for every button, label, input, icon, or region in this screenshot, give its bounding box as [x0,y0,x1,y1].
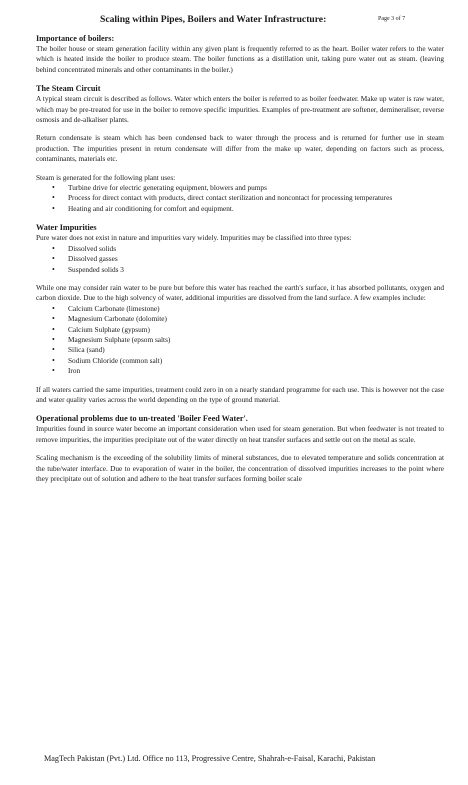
section-importance-of-boilers [36,34,444,75]
paragraph: A typical steam circuit is described as follows. Water which enters the boiler is referred to as boiler feedwater. Make up water is raw water, which may be pre-treated for use in the boiler to remove specific impurities. Examples of pre-treatment are softener, demineraliser, reverse osmosis and de-alkaliser plants. [36,94,444,125]
paragraph: Scaling mechanism is the exceeding of the solubility limits of mineral substances, due to elevated temperature and solids concentration at the tube/water interface. Due to evaporation of water in the boiler, the concentration of dissolved impurities increases to the point where they precipitate out of solution and adhere to the heat transfer surfaces forming boiler scale [36,453,444,483]
section-heading: Operational problems due to un-treated 'Boiler Feed Water'. [36,414,248,424]
page-title: Scaling within Pipes, Boilers and Water Infrastructure: [100,14,327,25]
impurity-types-list [36,244,444,275]
section-heading: Importance of boilers: [36,34,115,43]
paragraph: Return condensate is steam which has been condensed back to water through the process and is returned for further use in steam production. The impurities present in return condensate will differ from the make up water, depending on factors such as process, contaminants, materials etc. [36,133,444,164]
list-item: • Silica (sand) [52,345,444,355]
paragraph: Impurities found in source water become an important consideration when used for steam generation. But when feedwater is not treated to remove impurities, the impurities precipitate out of the water directly on heat transfer surfaces and settle out on the metal as scale. [36,424,444,444]
list-item: • Dissolved solids [52,244,444,254]
list-item: • Turbine drive for electric generating equipment, blowers and pumps [52,183,444,193]
list-item: • Sodium Chloride (common salt) [52,356,444,366]
page-number: Page 3 of 7 [378,16,406,22]
section-steam-circuit [36,84,444,214]
list-item: • Process for direct contact with products, direct contact sterilization and noncontact for processing temperatures [52,193,444,203]
section-water-impurities [36,223,444,405]
page-footer: MagTech Pakistan (Pvt.) Ltd. Office no 113, Progressive Centre, Shahrah-e-Faisal, Karachi, Pakistan [44,754,376,763]
list-item: • Calcium Carbonate (limestone) [52,304,444,314]
section-heading: The Steam Circuit [36,84,101,94]
paragraph: If all waters carried the same impurities, treatment could zero in on a nearly standard programme for each use. This is however not the case and water quality varies across the world depending on the type of ground material. [36,384,444,404]
list-item: • Iron [52,366,444,376]
list-item: • Magnesium Carbonate (dolomite) [52,314,444,324]
paragraph: Pure water does not exist in nature and impurities vary widely. Impurities may be classified into three types: [36,233,352,243]
list-item: • Heating and air conditioning for comfort and equipment. [52,204,444,214]
paragraph: The boiler house or steam generation facility within any given plant is frequently referred to as the heart. Boiler water refers to the water which is heated inside the boiler to produce steam. The boiler functions as a distillation unit, taking pure water out as steam. (leaving behind concentrated minerals and other contaminants in the boiler.) [36,44,444,74]
paragraph: While one may consider rain water to be pure but before this water has reached the earth's surface, it has absorbed pollutants, oxygen and carbon dioxide. Due to the high solvency of water, additional impurities are dissolved from the land surface. A few examples include: [36,282,444,303]
list-item: • Magnesium Sulphate (epsom salts) [52,335,444,345]
list-item: • Calcium Sulphate (gypsum) [52,325,444,335]
plant-uses-list [36,183,444,214]
section-heading: Water Impurities [36,223,97,233]
impurity-examples-list [36,304,444,377]
section-operational-problems [36,414,444,484]
list-item: • Suspended solids 3 [52,265,444,275]
page-header [36,12,444,34]
list-item: • Dissolved gasses [52,254,444,264]
paragraph: Steam is generated for the following plant uses: [36,172,176,182]
